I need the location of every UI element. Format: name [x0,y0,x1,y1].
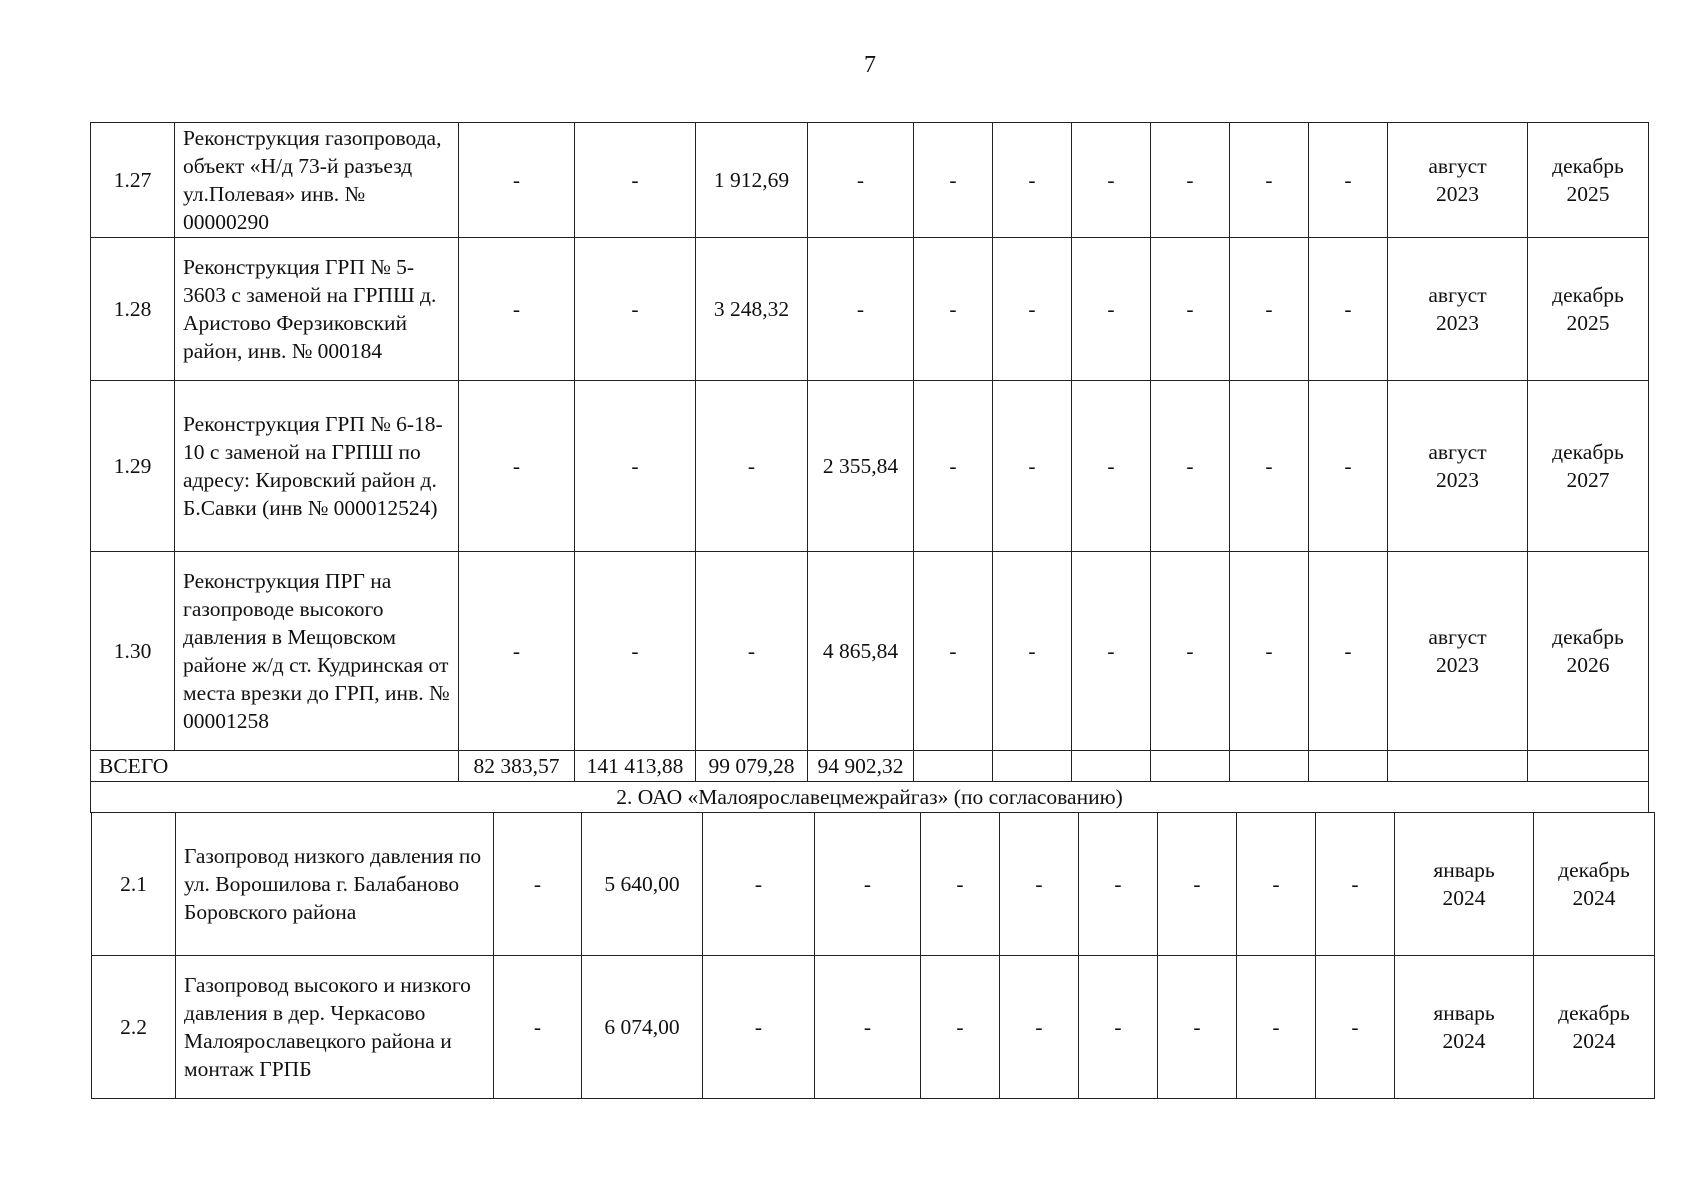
total-label: ВСЕГО [91,751,459,782]
value-cell: - [1151,238,1230,381]
value-cell: 4 865,84 [808,552,914,751]
row-number: 1.27 [91,123,175,238]
start-date-year: 2023 [1436,311,1479,335]
value-cell: - [993,238,1072,381]
end-date-year: 2025 [1566,311,1610,335]
value-cell: - [459,552,575,751]
end-date-year: 2025 [1566,182,1610,206]
value-cell: 6 074,00 [582,956,703,1099]
empty-cell [1151,751,1230,782]
start-date-year: 2023 [1436,468,1479,492]
value-cell: - [494,956,582,1099]
investment-table-part1 [90,122,1649,813]
value-cell: - [993,552,1072,751]
end-date-month: декабрь [1552,625,1624,649]
value-cell: - [1309,238,1388,381]
value-cell: 1 912,69 [696,123,808,238]
value-cell: 5 640,00 [582,813,703,956]
end-date-year: 2026 [1566,653,1610,677]
end-date-year: 2024 [1572,1029,1616,1053]
row-description: Реконструкция ГРП № 6-18-10 с заменой на ГРПШ по адресу: Кировский район д. Б.Савки (инв № 000012524) [175,381,459,552]
value-cell: - [459,238,575,381]
empty-cell [1230,751,1309,782]
value-cell: - [993,123,1072,238]
value-cell: - [1230,123,1309,238]
value-cell: - [703,813,815,956]
value-cell: - [1309,123,1388,238]
row-number: 1.30 [91,552,175,751]
row-description: Реконструкция ПРГ на газопроводе высокого давления в Мещовском районе ж/д ст. Кудринская от места врезки до ГРП, инв. № 00001258 [175,552,459,751]
value-cell: - [1230,552,1309,751]
table-row [91,123,1649,238]
value-cell: - [575,238,696,381]
value-cell: - [1230,381,1309,552]
value-cell: - [921,813,1000,956]
end-date [1528,123,1649,238]
start-date [1388,238,1528,381]
total-value: 99 079,28 [696,751,808,782]
table-row [91,238,1649,381]
value-cell: - [1158,956,1237,1099]
value-cell: - [993,381,1072,552]
value-cell: - [815,956,921,1099]
start-date-month: август [1428,625,1487,649]
start-date-month: август [1428,440,1487,464]
end-date [1534,813,1655,956]
value-cell: - [1151,552,1230,751]
value-cell: - [575,552,696,751]
value-cell: - [1079,956,1158,1099]
end-date-month: декабрь [1552,283,1624,307]
value-cell: - [575,123,696,238]
end-date-month: декабрь [1552,154,1624,178]
end-date-month: декабрь [1558,858,1630,882]
value-cell: - [575,381,696,552]
empty-cell [914,751,993,782]
value-cell: - [1072,381,1151,552]
table-row [91,381,1649,552]
start-date [1395,813,1534,956]
start-date [1388,552,1528,751]
end-date [1528,552,1649,751]
value-cell: - [808,238,914,381]
value-cell: - [1309,381,1388,552]
end-date-year: 2024 [1572,886,1616,910]
investment-table-part2 [91,812,1655,1099]
start-date [1395,956,1534,1099]
table-row [92,813,1655,956]
value-cell: - [459,381,575,552]
row-description: Реконструкция ГРП № 5-3603 с заменой на ГРПШ д. Аристово Ферзиковский район, инв. № 000184 [175,238,459,381]
row-description: Реконструкция газопровода, объект «Н/д 73-й разъезд ул.Полевая» инв. № 00000290 [175,123,459,238]
row-number: 2.2 [92,956,176,1099]
start-date-month: август [1428,283,1487,307]
end-date [1528,238,1649,381]
value-cell: - [1309,552,1388,751]
table-row [91,552,1649,751]
end-date-month: декабрь [1552,440,1624,464]
value-cell: - [1000,813,1079,956]
value-cell: - [1237,813,1316,956]
empty-cell [1309,751,1388,782]
end-date-month: декабрь [1558,1001,1630,1025]
value-cell: 3 248,32 [696,238,808,381]
row-number: 1.28 [91,238,175,381]
start-date-month: август [1428,154,1487,178]
value-cell: - [1072,123,1151,238]
value-cell: - [1151,381,1230,552]
value-cell: - [1072,238,1151,381]
value-cell: - [1000,956,1079,1099]
empty-cell [1528,751,1649,782]
end-date [1528,381,1649,552]
end-date [1534,956,1655,1099]
table-row [92,956,1655,1099]
value-cell: - [808,123,914,238]
row-description: Газопровод высокого и низкого давления в дер. Черкасово Малоярославецкого района и монтаж ГРПБ [176,956,494,1099]
start-date [1388,123,1528,238]
total-value: 141 413,88 [575,751,696,782]
value-cell: - [696,552,808,751]
value-cell: - [921,956,1000,1099]
value-cell: - [914,381,993,552]
start-date-year: 2023 [1436,182,1479,206]
value-cell: - [914,123,993,238]
value-cell: - [1316,813,1395,956]
empty-cell [993,751,1072,782]
start-date-month: январь [1433,858,1495,882]
row-description: Газопровод низкого давления по ул. Ворошилова г. Балабаново Боровского района [176,813,494,956]
total-row [91,751,1649,782]
value-cell: - [696,381,808,552]
start-date-year: 2023 [1436,653,1479,677]
end-date-year: 2027 [1566,468,1610,492]
value-cell: - [703,956,815,1099]
value-cell: 2 355,84 [808,381,914,552]
start-date-year: 2024 [1442,1029,1486,1053]
value-cell: - [1230,238,1309,381]
page-number: 7 [864,52,876,78]
total-value: 94 902,32 [808,751,914,782]
start-date [1388,381,1528,552]
start-date-year: 2024 [1442,886,1486,910]
value-cell: - [914,238,993,381]
empty-cell [1072,751,1151,782]
value-cell: - [1316,956,1395,1099]
value-cell: - [459,123,575,238]
value-cell: - [1151,123,1230,238]
value-cell: - [1158,813,1237,956]
empty-cell [1388,751,1528,782]
value-cell: - [1072,552,1151,751]
value-cell: - [815,813,921,956]
value-cell: - [914,552,993,751]
total-value: 82 383,57 [459,751,575,782]
row-number: 1.29 [91,381,175,552]
section-title: 2. ОАО «Малоярославецмежрайгаз» (по согласованию) [91,782,1649,813]
start-date-month: январь [1433,1001,1495,1025]
row-number: 2.1 [92,813,176,956]
value-cell: - [1079,813,1158,956]
section-header-row [91,782,1649,813]
value-cell: - [494,813,582,956]
value-cell: - [1237,956,1316,1099]
